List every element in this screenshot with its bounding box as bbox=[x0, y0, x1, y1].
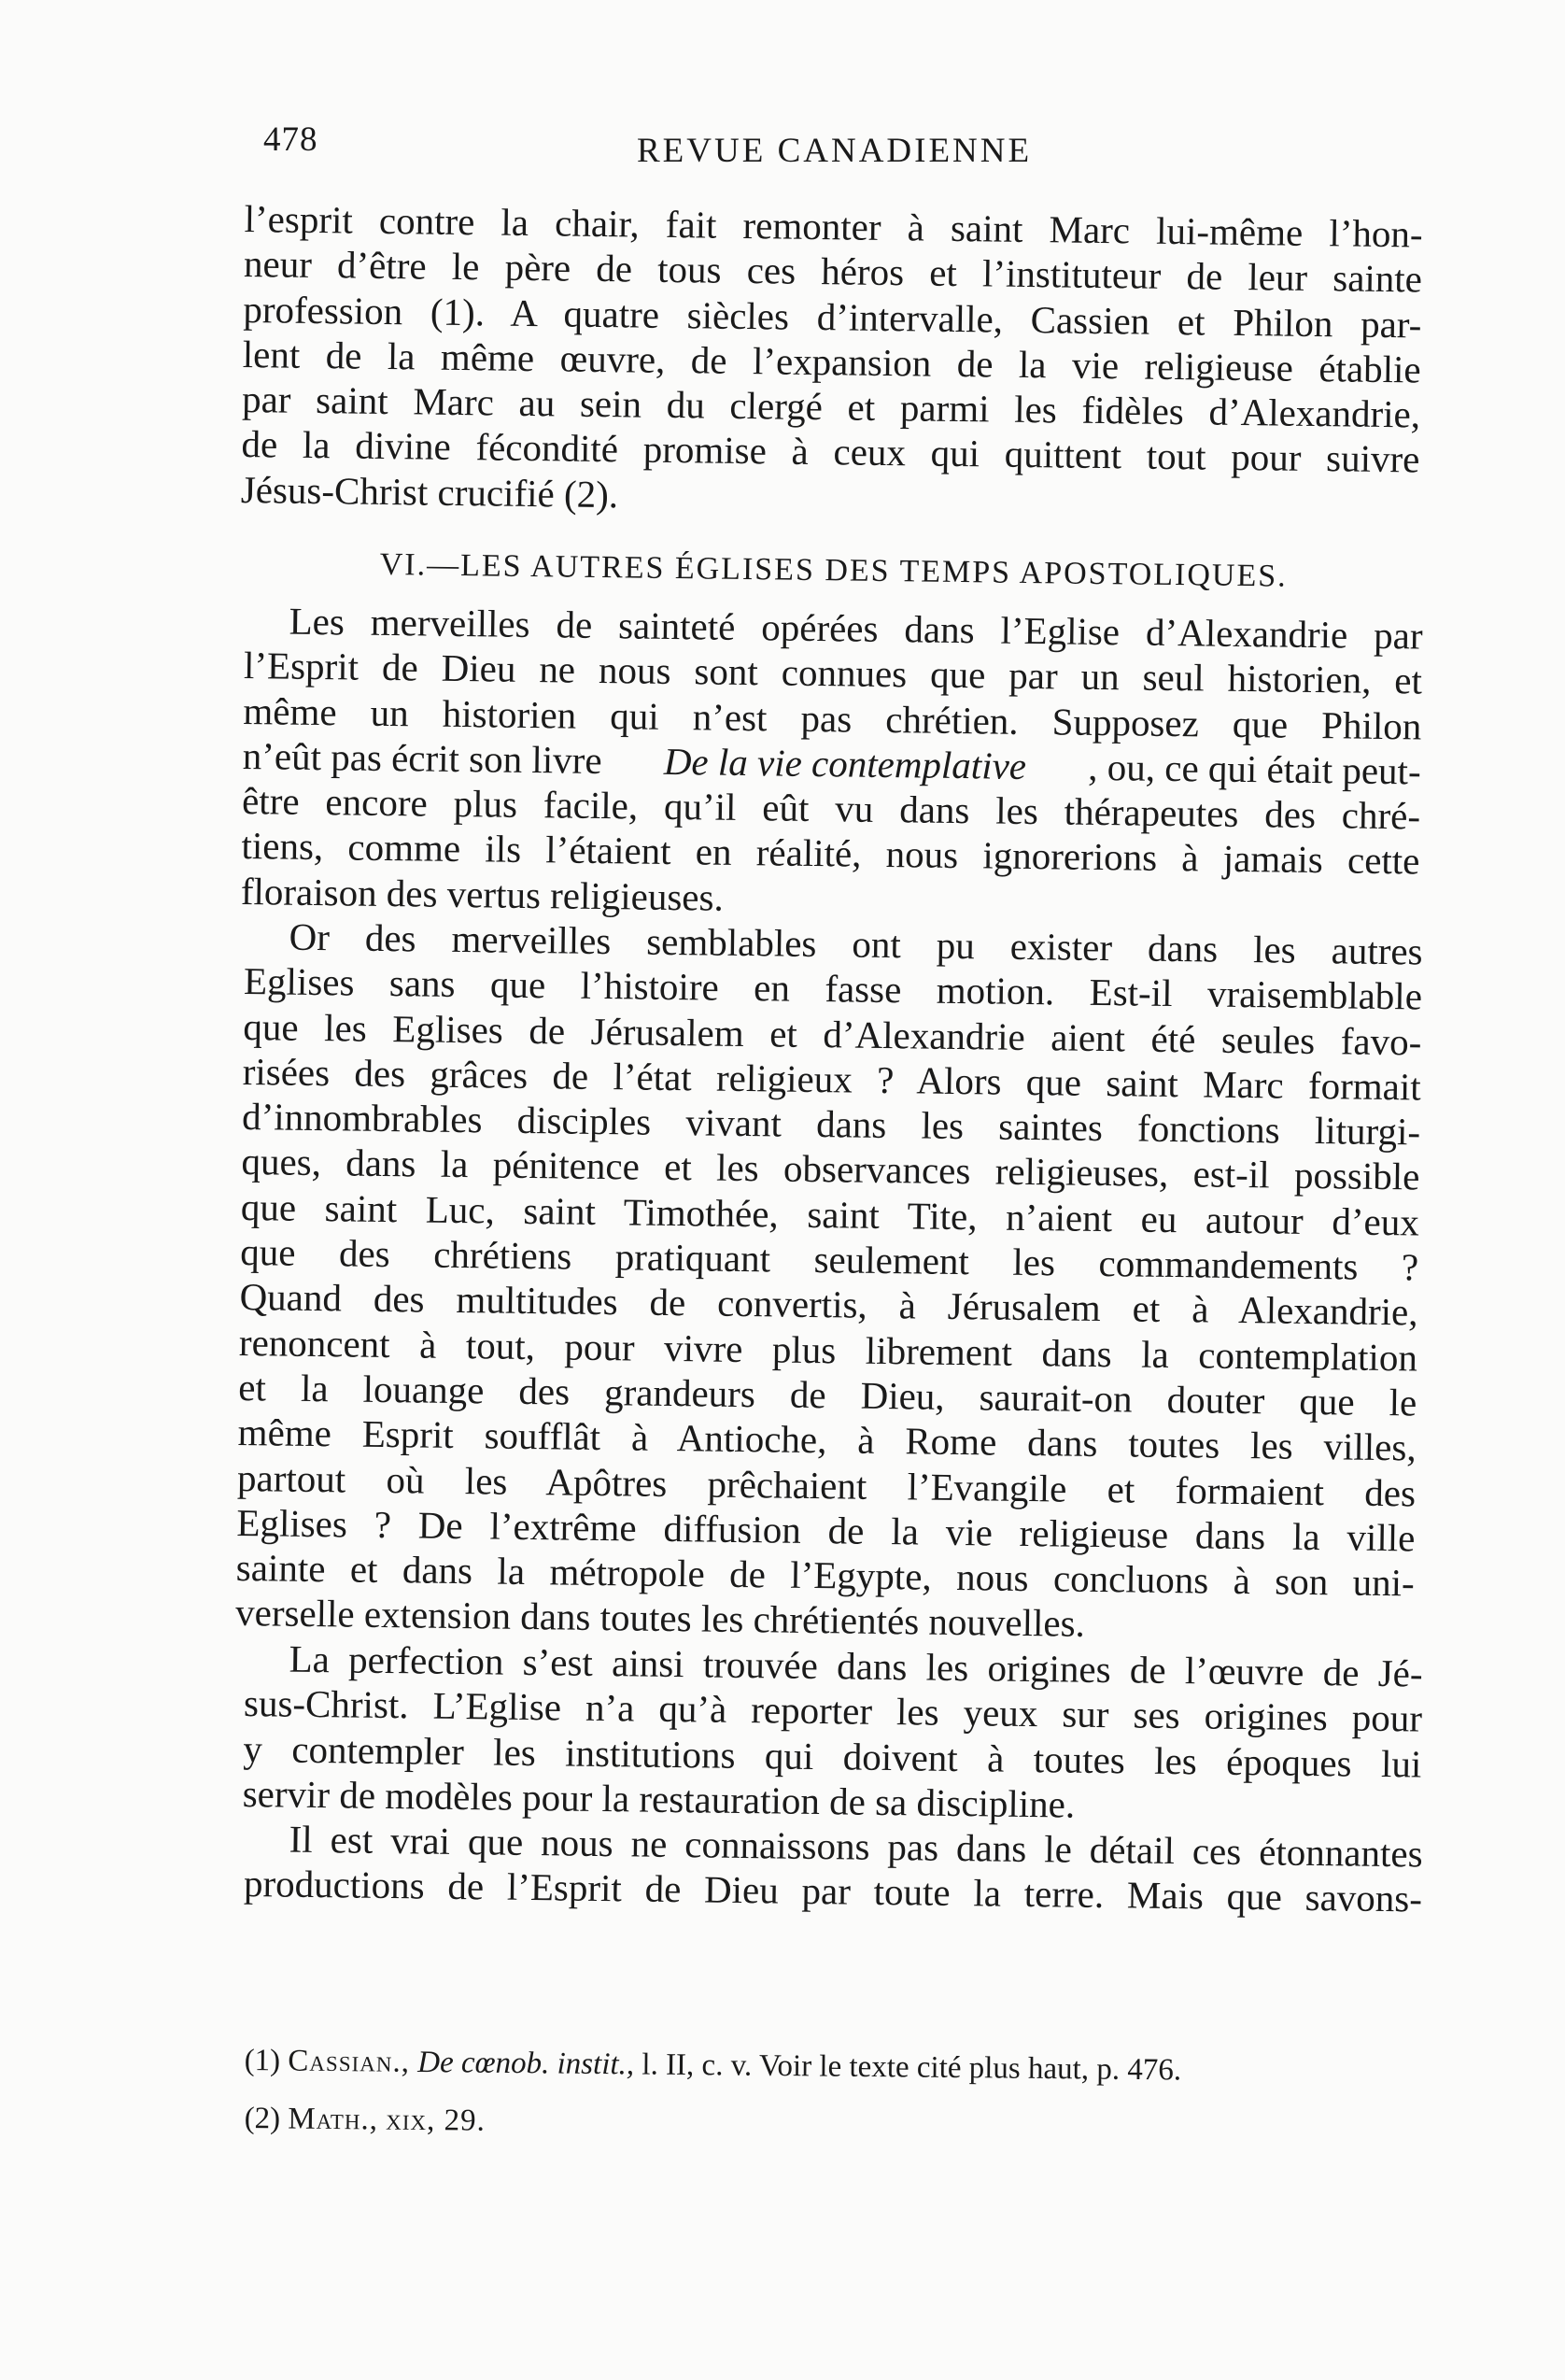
running-title: REVUE CANADIENNE bbox=[637, 132, 1033, 170]
text-line: ques, dans la pénitence et les observances religieuses, est-il possible bbox=[241, 1140, 1420, 1199]
text-line: Eglises sans que l’histoire en fasse motion. Est-il vraisemblable bbox=[243, 959, 1423, 1018]
section-heading: VI.—LES AUTRES ÉGLISES DES TEMPS APOSTOLIQUES. bbox=[379, 546, 1288, 594]
text-line: que saint Luc, saint Timothée, saint Tite, n’aient eu autour d’eux bbox=[240, 1184, 1420, 1244]
footnote-marker: (2) bbox=[244, 2101, 281, 2136]
text-line: profession (1). A quatre siècles d’intervalle, Cassien et Philon par- bbox=[243, 287, 1422, 347]
paragraph-4 bbox=[242, 1636, 1422, 1832]
line-segment: n’eût pas écrit son livre bbox=[242, 733, 602, 782]
text-line: que les Eglises de Jérusalem et d’Alexandrie aient été seules favo- bbox=[243, 1004, 1422, 1064]
text-line: Jésus-Christ crucifié (2). bbox=[240, 467, 619, 517]
paragraph-2 bbox=[241, 598, 1423, 929]
paragraph-5 bbox=[244, 1816, 1423, 1921]
text-line: par saint Marc au sein du clergé et parmi les fidèles d’Alexandrie, bbox=[241, 377, 1421, 436]
footnote-marker: (1) bbox=[244, 2043, 281, 2078]
text-line: l’Esprit de Dieu ne nous sont connues que par un seul historien, et bbox=[243, 644, 1423, 702]
text-line: même Esprit soufflât à Antioche, à Rome dans toutes les villes, bbox=[237, 1410, 1417, 1469]
text-line: Les merveilles de sainteté opérées dans l’Eglise d’Alexandrie par bbox=[289, 599, 1423, 658]
text-line: renoncent à tout, pour vivre plus librement dans la contemplation bbox=[238, 1320, 1418, 1380]
text-line: partout où les Apôtres prêchaient l’Evangile et formaient des bbox=[236, 1455, 1417, 1515]
footnote-reference: xix, 29. bbox=[386, 2103, 486, 2138]
text-line: servir de modèles pour la restauration de sa discipline. bbox=[242, 1771, 1076, 1826]
text-line: La perfection s’est ainsi trouvée dans les origines de l’œuvre de Jé- bbox=[289, 1636, 1423, 1695]
text-line: l’esprit contre la chair, fait remonter à saint Marc lui-même l’hon- bbox=[244, 196, 1423, 256]
text-line: y contempler les institutions qui doivent à toutes les époques lui bbox=[243, 1726, 1422, 1786]
text-line: lent de la même œuvre, de l’expansion de la vie religieuse établie bbox=[242, 332, 1421, 391]
text-line: et la louange des grandeurs de Dieu, saurait-on douter que le bbox=[238, 1366, 1417, 1424]
text-line: d’innombrables disciples vivant dans les saintes fonctions liturgi- bbox=[241, 1095, 1421, 1154]
text-line: productions de l’Esprit de Dieu par toute la terre. Mais que savons- bbox=[243, 1862, 1423, 1920]
text-line: sus-Christ. L’Eglise n’a qu’à reporter les yeux sur ses origines pour bbox=[243, 1681, 1423, 1740]
text-line: Or des merveilles semblables ont pu exister dans les autres bbox=[289, 914, 1423, 973]
line-segment: , ou, ce qui était peut- bbox=[1088, 744, 1421, 793]
footnotes bbox=[245, 2032, 1423, 2147]
paragraph-3 bbox=[235, 914, 1423, 1650]
book-title-italic: De la vie contemplative bbox=[663, 739, 1027, 787]
text-line: neur d’être le père de tous ces héros et l’instituteur de leur sainte bbox=[243, 242, 1423, 301]
text-line: floraison des vertus religieuses. bbox=[240, 869, 725, 919]
text-line: Eglises ? De l’extrême diffusion de la vie religieuse dans la ville bbox=[236, 1500, 1416, 1560]
footnote-title: De cœnob. instit., bbox=[417, 2045, 635, 2082]
text-line: sainte et dans la métropole de l’Egypte, nous concluons à son uni- bbox=[235, 1546, 1416, 1605]
text-line: que des chrétiens pratiquant seulement les commandements ? bbox=[239, 1230, 1419, 1289]
page-number: 478 bbox=[263, 120, 318, 159]
text-line: être encore plus facile, qu’il eût vu dans les thérapeutes des chré- bbox=[241, 779, 1421, 838]
main-text bbox=[234, 196, 1423, 1920]
footnote-2 bbox=[244, 2090, 1423, 2160]
text-line: risées des grâces de l’état religieux ? Alors que saint Marc formait bbox=[242, 1050, 1421, 1109]
text-line: de la divine fécondité promise à ceux qui quittent tout pour suivre bbox=[241, 422, 1420, 481]
footnote-author: Cassian., bbox=[288, 2044, 411, 2079]
text-line: Il est vrai que nous ne connaissons pas dans le détail ces étonnantes bbox=[289, 1817, 1423, 1876]
page-header bbox=[263, 120, 1421, 176]
text-line: Quand des multitudes de convertis, à Jérusalem et à Alexandrie, bbox=[239, 1275, 1418, 1335]
footnote-reference: l. II, c. v. Voir le texte cité plus haut, p. 476. bbox=[642, 2047, 1182, 2088]
text-line: même un historien qui n’est pas chrétien. Supposez que Philon bbox=[243, 688, 1422, 748]
paragraph-1 bbox=[241, 196, 1423, 528]
footnote-author: Math., bbox=[288, 2102, 379, 2137]
text-line: verselle extension dans toutes les chrétientés nouvelles. bbox=[234, 1591, 1086, 1646]
text-line: tiens, comme ils l’étaient en réalité, nous ignorerions à jamais cette bbox=[241, 824, 1420, 884]
